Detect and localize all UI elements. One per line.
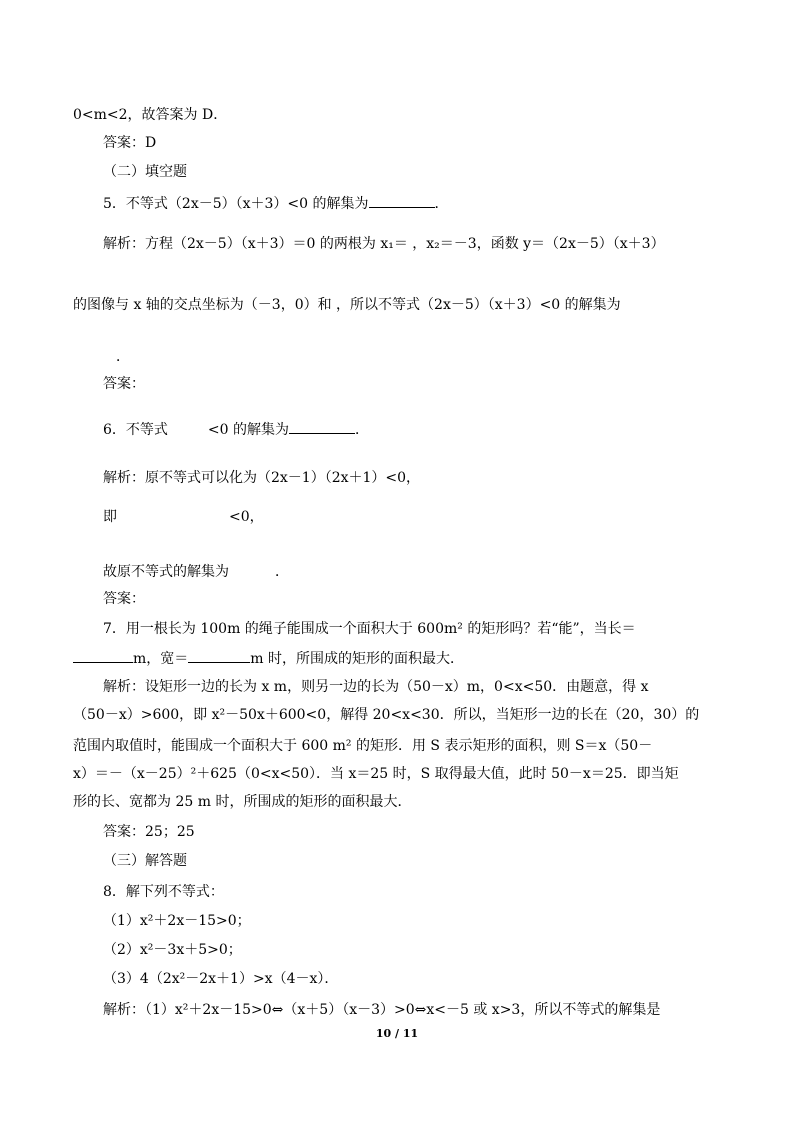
- answer-blank: [369, 193, 435, 208]
- section-heading: （三）解答题: [103, 853, 187, 869]
- question-7: 7．用一根长为 100m 的绳子能围成一个面积大于 600m² 的矩形吗？若“能”，当长＝: [103, 621, 636, 637]
- solution-text: <0，: [229, 509, 264, 525]
- sub-question: （3）4（2x²－2x＋1）>x（4－x）．: [103, 971, 339, 987]
- solution-line: 解析：（1）x²＋2x－15>0⇔（x＋5）（x－3）>0⇔x<－5 或 x>3，所以不等式的解集是: [103, 1002, 661, 1018]
- solution-line: 解析：方程（2x－5）（x＋3）＝0 的两根为 x₁＝ ，x₂＝－3，函数 y＝（2x－5）（x＋3）: [103, 236, 665, 252]
- question-text: m，宽＝: [133, 651, 189, 667]
- solution-text: 即: [103, 509, 117, 525]
- sub-question: （2）x²－3x＋5>0；: [103, 942, 242, 958]
- question-text: m 时，所围成的矩形的面积最大．: [250, 651, 465, 667]
- text-line: 0<m<2，故答案为 D．: [73, 107, 228, 123]
- answer-blank: [73, 648, 133, 663]
- section-heading: （二）填空题: [103, 164, 187, 180]
- question-8: 8．解下列不等式：: [103, 884, 224, 900]
- sub-question: （1）x²＋2x－15>0；: [103, 913, 251, 929]
- question-end: ．: [434, 196, 449, 212]
- solution-line: ．: [116, 349, 130, 365]
- answer-blank: [188, 648, 250, 663]
- solution-line: 范围内取值时，能围成一个面积大于 600 m² 的矩形．用 S 表示矩形的面积，则 S＝x（50－: [73, 738, 653, 754]
- answer-line: 答案：D: [103, 135, 157, 151]
- page-number: 10 / 11: [375, 1027, 419, 1040]
- solution-line: （50－x）>600，即 x²－50x＋600<0，解得 20<x<30．所以，当矩形一边的长在（20，30）的: [73, 707, 700, 723]
- solution-line: 形的长、宽都为 25 m 时，所围成的矩形的面积最大．: [73, 794, 412, 810]
- answer-blank: [289, 419, 355, 434]
- question-text: 6．不等式: [103, 422, 168, 438]
- solution-line: x）＝－（x－25）²＋625（0<x<50）．当 x＝25 时，S 取得最大值，此时 50－x＝25．即当矩: [73, 766, 679, 782]
- solution-line: 的图像与 x 轴的交点坐标为（－3，0）和 ，所以不等式（2x－5）（x＋3）<0 的解集为: [73, 297, 621, 313]
- answer-line: 答案：: [103, 591, 145, 607]
- solution-line: 解析：原不等式可以化为（2x－1）（2x＋1）<0，: [103, 470, 421, 486]
- question-text: <0 的解集为: [207, 422, 290, 438]
- question-5: [103, 193, 449, 213]
- question-text: 5．不等式（2x－5）（x＋3）<0 的解集为: [103, 196, 369, 212]
- question-7-cont: [73, 648, 464, 668]
- answer-line: 答案：25；25: [103, 824, 195, 840]
- question-end: ．: [355, 422, 370, 438]
- solution-text: 故原不等式的解集为: [103, 564, 229, 580]
- solution-text: ．: [275, 564, 289, 580]
- question-6: [103, 419, 369, 439]
- solution-line: [103, 508, 264, 526]
- solution-line: 解析：设矩形一边的长为 x m，则另一边的长为（50－x）m，0<x<50．由题意，得 x: [103, 679, 649, 695]
- solution-line: [103, 563, 289, 581]
- answer-line: 答案：: [103, 376, 145, 392]
